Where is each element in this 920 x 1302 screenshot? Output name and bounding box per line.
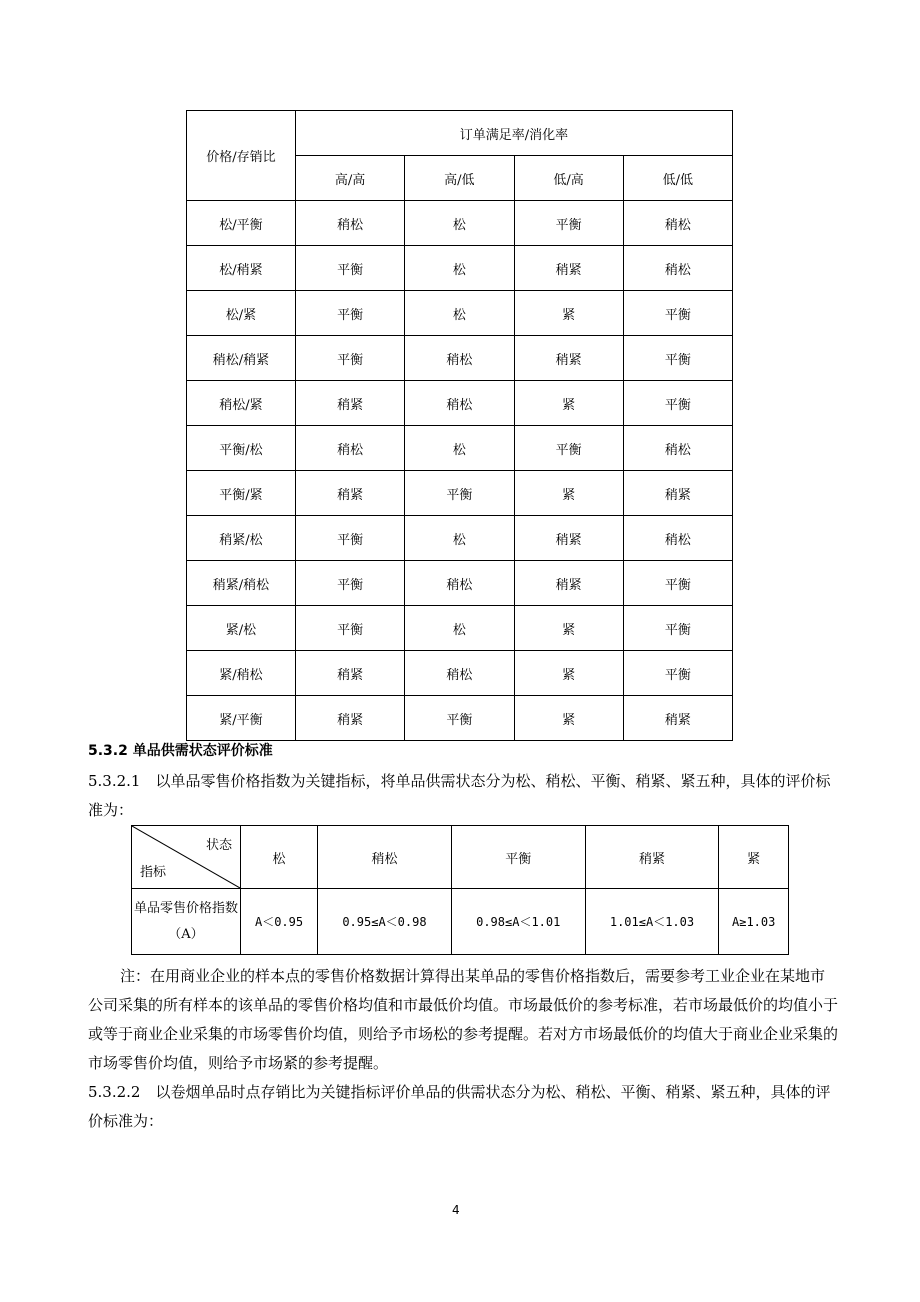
criteria-cell: 0.98≤A＜1.01 [451,889,585,955]
table-cell: 平衡 [623,606,732,651]
table-row [187,471,733,516]
corner-indicator-label: 指标 [140,865,167,880]
row-label: 稍松/稍紧 [187,336,296,381]
row-label: 紧/平衡 [187,696,296,741]
table-row [187,651,733,696]
column-header: 低/低 [623,156,732,201]
table-cell: 平衡 [623,651,732,696]
criteria-cell: A＜0.95 [241,889,318,955]
table-cell: 稍紧 [623,471,732,516]
table-cell: 稍紧 [514,336,623,381]
table-cell: 松 [405,426,514,471]
table-cell: 稍紧 [296,651,405,696]
table-cell: 平衡 [514,201,623,246]
table-cell: 稍松 [623,201,732,246]
table-cell: 平衡 [296,246,405,291]
table-cell: 平衡 [405,471,514,516]
criteria-cell: A≥1.03 [719,889,789,955]
row-label: 单品零售价格指数（A） [132,889,241,955]
row-label: 稍松/紧 [187,381,296,426]
row-label: 稍紧/松 [187,516,296,561]
table-cell: 稍紧 [296,696,405,741]
column-header: 高/高 [296,156,405,201]
corner-cell [132,826,241,889]
table-cell: 松 [405,291,514,336]
state-column-header: 稍松 [318,826,452,889]
table-cell: 稍紧 [296,381,405,426]
table-row [187,426,733,471]
group-header: 订单满足率/消化率 [296,111,733,156]
table-cell: 稍松 [405,336,514,381]
table-cell: 松 [405,246,514,291]
paragraph-5-3-2-2: 5.3.2.2 以卷烟单品时点存销比为关键指标评价单品的供需状态分为松、稍松、平衡、稍紧、紧五种，具体的评价标准为： [88,1083,831,1130]
row-header-label: 价格/存销比 [187,111,296,201]
table-cell: 松 [405,516,514,561]
table-row [187,561,733,606]
row-label: 紧/稍松 [187,651,296,696]
table-cell: 松 [405,201,514,246]
table-row [187,246,733,291]
row-label: 平衡/松 [187,426,296,471]
corner-state-label: 状态 [205,838,232,853]
table-cell: 稍松 [405,651,514,696]
table-cell: 稍松 [623,516,732,561]
table-row [187,336,733,381]
row-label: 松/稍紧 [187,246,296,291]
table-cell: 平衡 [514,426,623,471]
table-cell: 稍紧 [623,696,732,741]
row-label: 松/平衡 [187,201,296,246]
supply-demand-matrix-table [186,110,733,741]
table-cell: 稍紧 [296,471,405,516]
page-number: 4 [452,1203,460,1217]
table-cell: 稍紧 [514,561,623,606]
row-label: 稍紧/稍松 [187,561,296,606]
state-column-header: 平衡 [451,826,585,889]
column-header: 高/低 [405,156,514,201]
row-label: 松/紧 [187,291,296,336]
table-row [187,516,733,561]
table-cell: 平衡 [623,336,732,381]
table-row [187,291,733,336]
table-cell: 紧 [514,696,623,741]
table-cell: 稍紧 [514,516,623,561]
table-cell: 平衡 [296,561,405,606]
row-label: 紧/松 [187,606,296,651]
row-label: 平衡/紧 [187,471,296,516]
table-cell: 平衡 [296,291,405,336]
state-column-header: 松 [241,826,318,889]
table-row [187,201,733,246]
table-cell: 紧 [514,606,623,651]
criteria-cell: 0.95≤A＜0.98 [318,889,452,955]
price-index-criteria-table [131,825,789,955]
table-cell: 稍松 [405,381,514,426]
table-cell: 平衡 [623,291,732,336]
state-column-header: 紧 [719,826,789,889]
table-cell: 松 [405,606,514,651]
criteria-cell: 1.01≤A＜1.03 [585,889,719,955]
table-cell: 平衡 [405,696,514,741]
table-cell: 稍松 [296,201,405,246]
table-cell: 稍紧 [514,246,623,291]
table-row [187,606,733,651]
table-cell: 紧 [514,381,623,426]
table-cell: 平衡 [296,606,405,651]
table-cell: 稍松 [296,426,405,471]
table-row [187,696,733,741]
table-cell: 紧 [514,651,623,696]
table-row [187,381,733,426]
table-cell: 紧 [514,471,623,516]
table-cell: 平衡 [296,336,405,381]
note-paragraph: 注：在用商业企业的样本点的零售价格数据计算得出某单品的零售价格指数后，需要参考工业企业在某地市公司采集的所有样本的该单品的零售价格均值和市最低价均值。市场最低价的参考标准，若市场最低价的均值小于或等于商业企业采集的市场零售价均值，则给予市场松的参考提醒。若对方市场最低价的均值大于商业企业采集的市场零售价均值，则给予市场紧的参考提醒。 [88,967,839,1072]
table-cell: 平衡 [623,381,732,426]
section-heading: 5.3.2 单品供需状态评价标准 [88,743,273,759]
table-cell: 稍松 [623,246,732,291]
table-cell: 紧 [514,291,623,336]
column-header: 低/高 [514,156,623,201]
table-cell: 平衡 [296,516,405,561]
table-cell: 稍松 [405,561,514,606]
state-column-header: 稍紧 [585,826,719,889]
paragraph-5-3-2-1: 5.3.2.1 以单品零售价格指数为关键指标，将单品供需状态分为松、稍松、平衡、稍紧、紧五种，具体的评价标准为： [88,772,831,819]
table-cell: 平衡 [623,561,732,606]
table-cell: 稍松 [623,426,732,471]
